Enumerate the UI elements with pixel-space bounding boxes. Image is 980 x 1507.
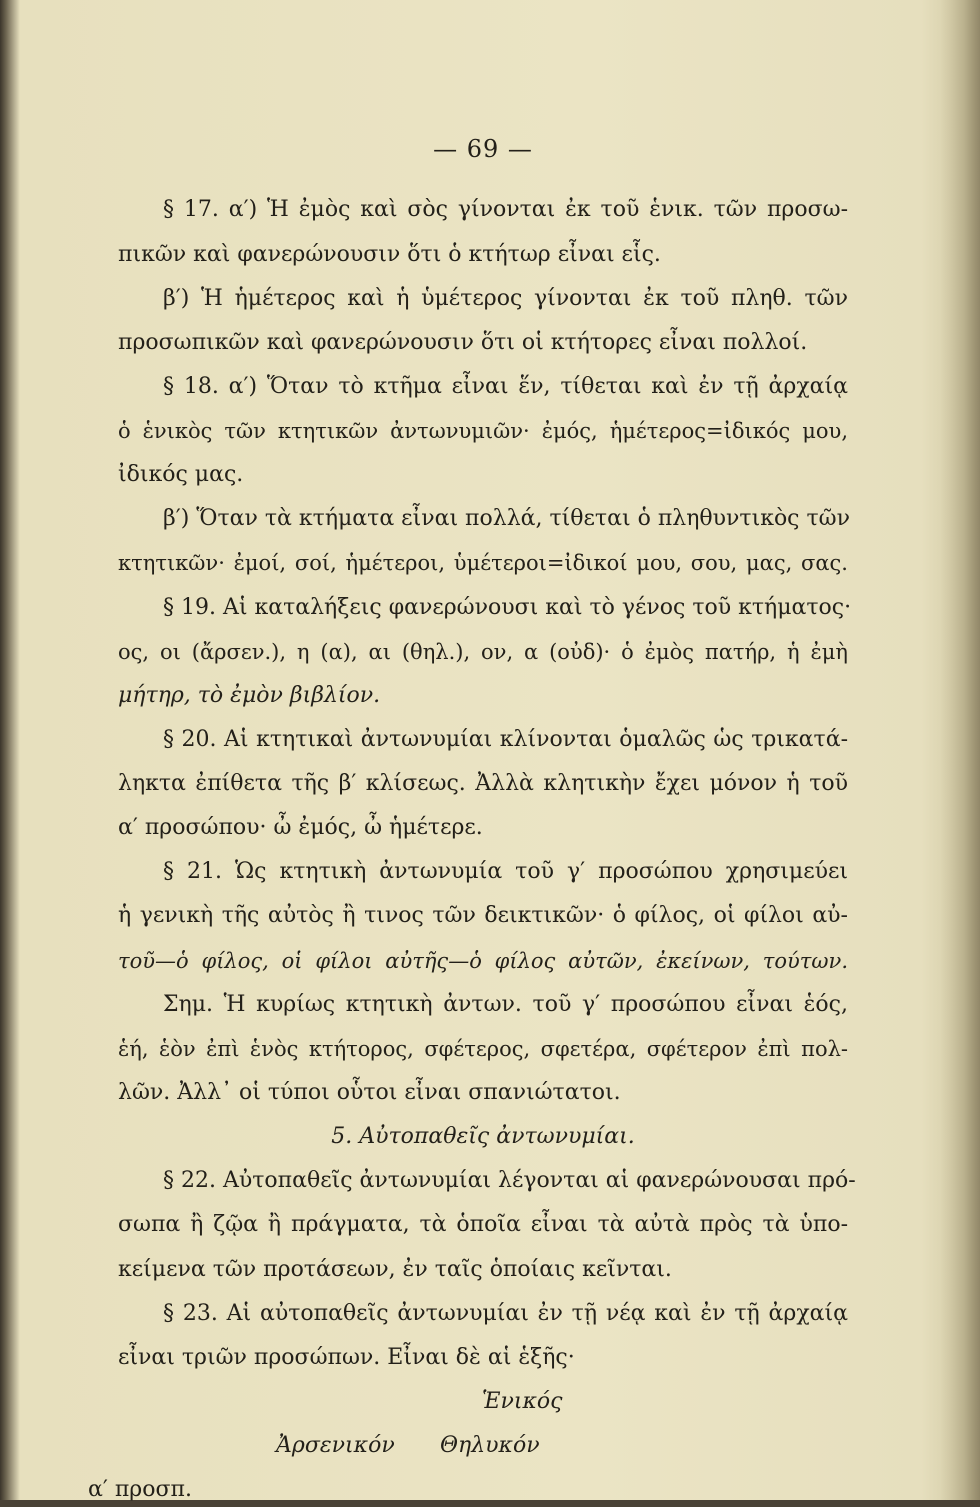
text-line: πικῶν καὶ φανερώνουσιν ὅτι ὁ κτήτωρ εἶναι εἷς.	[118, 242, 661, 267]
text-line: ἰδικός μας.	[118, 462, 244, 487]
text-line: § 22. Αὐτοπαθεῖς ἀντωνυμίαι λέγονται αἱ φανερώνουσαι πρό-	[163, 1168, 856, 1193]
column-header-feminine: Θηλυκόν	[440, 1433, 540, 1458]
text-line: § 17. α′) Ἡ ἐμὸς καὶ σὸς γίνονται ἐκ τοῦ ἑνικ. τῶν προσω-	[163, 197, 848, 222]
text-line: ὁ ἑνικὸς τῶν κτητικῶν ἀντωνυμιῶν· ἐμός, ἡμέτερος=ἰδικός μου,	[118, 419, 848, 443]
text-line: μήτηρ, τὸ ἐμὸν βιβλίον.	[118, 683, 381, 708]
text-line: β′) Ἡ ἡμέτερος καὶ ἡ ὑμέτερος γίνονται ἐκ τοῦ πληθ. τῶν	[163, 286, 848, 311]
section-heading: 5. Αὐτοπαθεῖς ἀντωνυμίαι.	[331, 1124, 635, 1149]
text-line: β′) Ὅταν τὰ κτήματα εἶναι πολλά, τίθεται ὁ πληθυντικὸς τῶν	[163, 506, 850, 531]
text-line: § 19. Αἱ καταλήξεις φανερώνουσι καὶ τὸ γένος τοῦ κτήματος·	[163, 595, 852, 620]
text-line: α′ προσώπου· ὦ ἐμός, ὦ ἡμέτερε.	[118, 815, 483, 840]
text-line: λῶν. Ἀλλ᾿ οἱ τύποι οὗτοι εἶναι σπανιώτατοι.	[118, 1080, 621, 1105]
text-line: § 23. Αἱ αὐτοπαθεῖς ἀντωνυμίαι ἐν τῇ νέᾳ καὶ ἐν τῇ ἀρχαίᾳ	[163, 1301, 848, 1326]
column-header-masculine: Ἀρσενικόν	[276, 1433, 395, 1458]
text-line: ἑή, ἑὸν ἐπὶ ἑνὸς κτήτορος, σφέτερος, σφετέρα, σφέτερον ἐπὶ πολ-	[118, 1037, 848, 1061]
text-line: κτητικῶν· ἐμοί, σοί, ἡμέτεροι, ὑμέτεροι=ἰδικοί μου, σου, μας, σας.	[118, 551, 848, 575]
text-line: ἡ γενικὴ τῆς αὐτὸς ἢ τινος τῶν δεικτικῶν· ὁ φίλος, οἱ φίλοι αὐ-	[118, 903, 848, 928]
page-edge-shadow	[940, 0, 980, 1500]
text-line: κείμενα τῶν προτάσεων, ἐν ταῖς ὁποίαις κεῖνται.	[118, 1257, 672, 1282]
text-line: § 21. Ὡς κτητικὴ ἀντωνυμία τοῦ γ′ προσώπου χρησιμεύει	[163, 859, 848, 884]
text-line: § 18. α′) Ὅταν τὸ κτῆμα εἶναι ἕν, τίθεται καὶ ἐν τῇ ἀρχαίᾳ	[163, 374, 848, 399]
text-line: εἶναι τριῶν προσώπων. Εἶναι δὲ αἱ ἑξῆς·	[118, 1345, 575, 1370]
text-line: ληκτα ἐπίθετα τῆς β′ κλίσεως. Ἀλλὰ κλητικὴν ἔχει μόνον ἡ τοῦ	[118, 771, 848, 796]
row-person: α′ προσπ.	[88, 1477, 192, 1502]
table-caption: Ἑνικός	[482, 1389, 563, 1414]
text-line: σωπα ἢ ζῷα ἢ πράγματα, τὰ ὁποῖα εἶναι τὰ αὐτὰ πρὸς τὰ ὑπο-	[118, 1212, 848, 1237]
page-number: — 69 —	[433, 135, 533, 163]
text-line: § 20. Αἱ κτητικαὶ ἀντωνυμίαι κλίνονται ὁμαλῶς ὡς τρικατά-	[163, 727, 848, 752]
text-line: προσωπικῶν καὶ φανερώνουσιν ὅτι οἱ κτήτορες εἶναι πολλοί.	[118, 330, 808, 355]
text-line: ος, οι (ἄρσεν.), η (α), αι (θηλ.), ον, α (οὐδ)· ὁ ἐμὸς πατήρ, ἡ ἐμὴ	[118, 640, 848, 664]
text-line: Σημ. Ἡ κυρίως κτητικὴ ἀντων. τοῦ γ′ προσώπου εἶναι ἑός,	[163, 992, 848, 1017]
text-line: τοῦ—ὁ φίλος, οἱ φίλοι αὐτῆς—ὁ φίλος αὐτῶν, ἐκείνων, τούτων.	[118, 949, 848, 973]
